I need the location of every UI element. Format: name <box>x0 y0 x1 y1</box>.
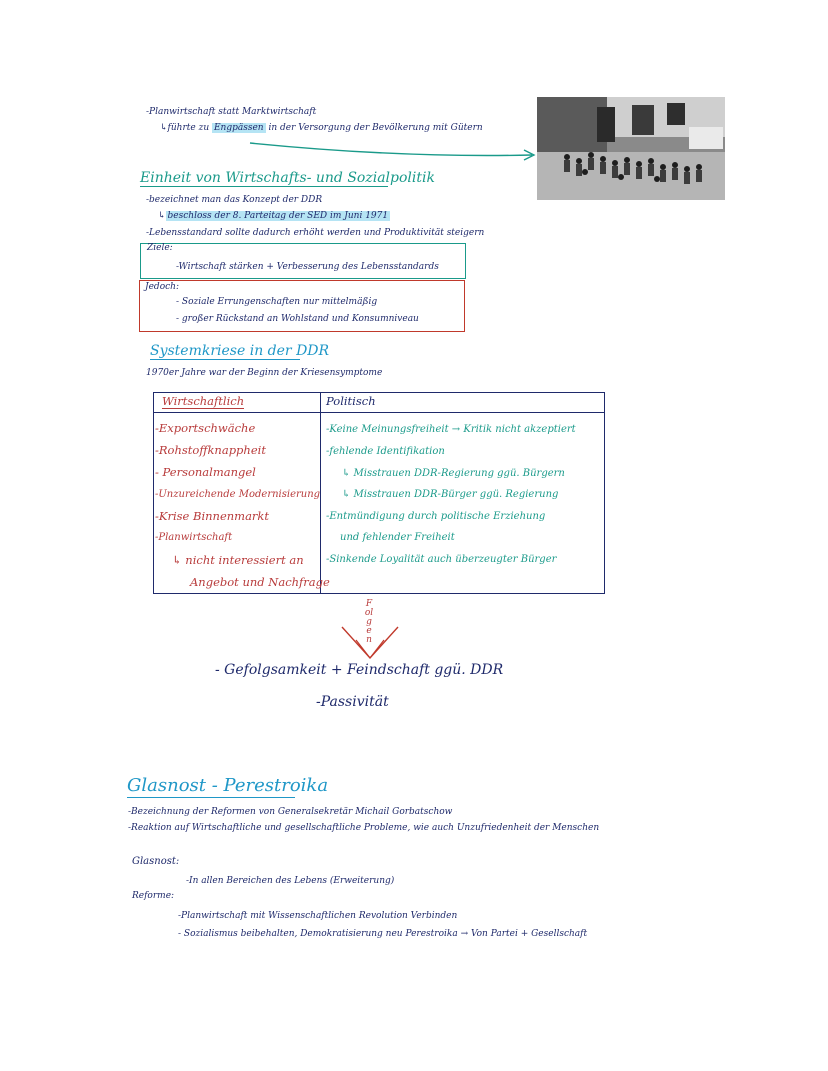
section1-bullet-3: -Lebensstandard sollte dadurch erhöht werden und Produktivität steigern <box>146 228 485 238</box>
political-item: -Entmündigung durch politische Erziehung <box>326 511 546 522</box>
section2-subtitle: 1970er Jahre war der Beginn der Kriesensymptome <box>146 368 383 378</box>
however-item: - großer Rückstand an Wohlstand und Konsumniveau <box>176 314 419 324</box>
economic-item: -Unzureichende Modernisierung <box>155 489 321 500</box>
table-header-political: Politisch <box>326 394 376 408</box>
goals-label: Ziele: <box>147 243 173 253</box>
glasnost-label: Glasnost: <box>132 856 180 867</box>
intro-line-2-rest: in der Versorgung der Bevölkerung mit Gütern <box>268 123 483 133</box>
section3-bullet-1: -Bezeichnung der Reformen von Generalsekretär Michail Gorbatschow <box>128 807 453 817</box>
intro-line-2-highlight: Engpässen <box>213 123 264 133</box>
table-header-economic: Wirtschaftlich <box>162 394 245 408</box>
economic-item: ↳ nicht interessiert an <box>172 553 304 567</box>
political-item: -Sinkende Loyalität auch überzeugter Bürger <box>326 554 557 565</box>
reform-item: - Sozialismus beibehalten, Demokratisierung neu Perestroika → Von Partei + Gesellschaft <box>178 929 588 939</box>
political-item: ↳ Misstrauen DDR-Regierung ggü. Bürgern <box>342 468 565 479</box>
however-label: Jedoch: <box>145 282 179 292</box>
intro-line-2-prefix: ↳führte zu <box>160 123 210 133</box>
goals-item: -Wirtschaft stärken + Verbesserung des Lebensstandards <box>176 262 439 272</box>
section1-bullet-2-prefix: ↳ <box>158 211 166 221</box>
political-item: und fehlender Freiheit <box>340 532 455 543</box>
political-item: -fehlende Identifikation <box>326 446 445 457</box>
reform-label: Reforme: <box>132 891 175 901</box>
glasnost-item: -In allen Bereichen des Lebens (Erweiterung) <box>186 876 395 886</box>
section3-bullet-2: -Reaktion auf Wirtschaftliche und gesellschaftliche Probleme, wie auch Unzufriedenheit der Menschen <box>128 823 600 833</box>
economic-item: - Personalmangel <box>155 465 256 479</box>
economic-item: -Rohstoffknappheit <box>155 443 266 457</box>
section1-title: Einheit von Wirtschafts- und Sozialpolitik <box>140 170 435 186</box>
consequence-1: - Gefolgsamkeit + Feindschaft ggü. DDR <box>215 662 504 678</box>
economic-item: -Krise Binnenmarkt <box>155 509 270 523</box>
economic-item: -Exportschwäche <box>155 421 256 435</box>
economic-item: -Planwirtschaft <box>155 532 233 543</box>
section2-title: Systemkriese in der DDR <box>150 343 330 359</box>
section1-bullet-2-highlight: beschloss der 8. Parteitag der SED im Juni 1971 <box>167 211 389 221</box>
consequence-2: -Passivität <box>316 694 389 710</box>
political-item: ↳ Misstrauen DDR-Bürger ggü. Regierung <box>342 489 559 500</box>
reform-item: -Planwirtschaft mit Wissenschaftlichen Revolution Verbinden <box>178 911 458 921</box>
consequence-arrow-label: Folgen <box>364 599 374 645</box>
economic-item: Angebot und Nachfrage <box>190 575 330 589</box>
section3-title: Glasnost - Perestroika <box>127 775 329 796</box>
political-item: -Keine Meinungsfreiheit → Kritik nicht akzeptiert <box>326 424 576 435</box>
intro-line-1: -Planwirtschaft statt Marktwirtschaft <box>146 107 317 117</box>
however-item: - Soziale Errungenschaften nur mittelmäßig <box>176 297 378 307</box>
section1-bullet-1: -bezeichnet man das Konzept der DDR <box>146 195 323 205</box>
